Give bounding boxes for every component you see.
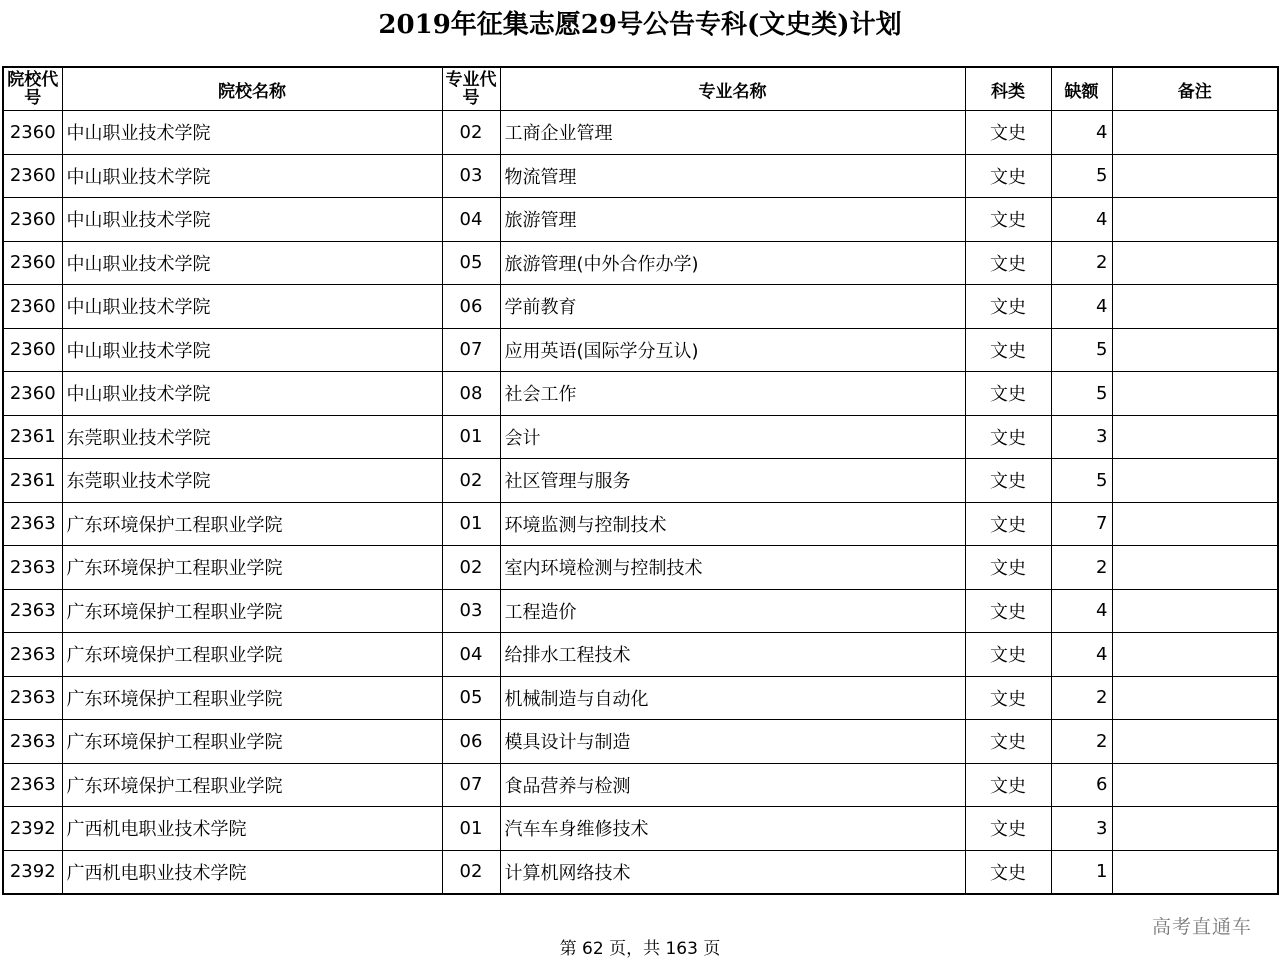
cell-note (1112, 154, 1278, 198)
cell-category: 文史 (965, 328, 1051, 372)
table-row (3, 589, 1278, 633)
table-row (3, 154, 1278, 198)
header-major-code: 专业代号 (442, 67, 500, 111)
cell-major-code: 02 (442, 111, 500, 155)
cell-school-code: 2360 (3, 328, 62, 372)
cell-major-code: 07 (442, 328, 500, 372)
cell-major-name: 社区管理与服务 (500, 459, 965, 503)
cell-school-code: 2360 (3, 241, 62, 285)
cell-major-name: 环境监测与控制技术 (500, 502, 965, 546)
cell-major-code: 01 (442, 502, 500, 546)
cell-note (1112, 502, 1278, 546)
cell-note (1112, 285, 1278, 329)
cell-major-code: 04 (442, 198, 500, 242)
header-school-code: 院校代号 (3, 67, 62, 111)
cell-school-name: 广西机电职业技术学院 (62, 850, 442, 894)
cell-major-name: 室内环境检测与控制技术 (500, 546, 965, 590)
cell-major-code: 05 (442, 676, 500, 720)
cell-school-name: 广东环境保护工程职业学院 (62, 633, 442, 677)
cell-category: 文史 (965, 502, 1051, 546)
cell-school-name: 中山职业技术学院 (62, 111, 442, 155)
table-row (3, 502, 1278, 546)
cell-school-name: 广东环境保护工程职业学院 (62, 546, 442, 590)
cell-school-name: 广东环境保护工程职业学院 (62, 720, 442, 764)
header-quota: 缺额 (1051, 67, 1112, 111)
cell-category: 文史 (965, 198, 1051, 242)
cell-school-code: 2360 (3, 285, 62, 329)
cell-school-name: 中山职业技术学院 (62, 328, 442, 372)
cell-school-code: 2363 (3, 720, 62, 764)
cell-school-code: 2363 (3, 589, 62, 633)
cell-category: 文史 (965, 546, 1051, 590)
table-row (3, 633, 1278, 677)
cell-note (1112, 328, 1278, 372)
cell-school-code: 2360 (3, 111, 62, 155)
cell-quota: 5 (1051, 154, 1112, 198)
cell-note (1112, 720, 1278, 764)
table-row (3, 807, 1278, 851)
cell-school-code: 2363 (3, 763, 62, 807)
table-row (3, 850, 1278, 894)
table-row (3, 676, 1278, 720)
cell-quota: 4 (1051, 633, 1112, 677)
cell-category: 文史 (965, 807, 1051, 851)
cell-note (1112, 807, 1278, 851)
cell-school-name: 东莞职业技术学院 (62, 415, 442, 459)
cell-note (1112, 633, 1278, 677)
cell-quota: 3 (1051, 415, 1112, 459)
cell-major-code: 02 (442, 546, 500, 590)
cell-category: 文史 (965, 372, 1051, 416)
cell-category: 文史 (965, 763, 1051, 807)
cell-note (1112, 763, 1278, 807)
cell-quota: 4 (1051, 111, 1112, 155)
cell-major-name: 工程造价 (500, 589, 965, 633)
cell-major-name: 食品营养与检测 (500, 763, 965, 807)
cell-category: 文史 (965, 850, 1051, 894)
cell-quota: 4 (1051, 589, 1112, 633)
cell-major-code: 02 (442, 459, 500, 503)
cell-quota: 5 (1051, 372, 1112, 416)
table-row (3, 328, 1278, 372)
cell-school-code: 2363 (3, 676, 62, 720)
cell-major-name: 社会工作 (500, 372, 965, 416)
cell-major-code: 06 (442, 285, 500, 329)
table-row (3, 372, 1278, 416)
cell-school-name: 中山职业技术学院 (62, 285, 442, 329)
cell-major-code: 05 (442, 241, 500, 285)
table-row (3, 198, 1278, 242)
cell-note (1112, 241, 1278, 285)
plan-table (2, 66, 1279, 895)
cell-school-code: 2360 (3, 198, 62, 242)
cell-school-code: 2392 (3, 807, 62, 851)
cell-quota: 2 (1051, 720, 1112, 764)
cell-note (1112, 459, 1278, 503)
cell-quota: 7 (1051, 502, 1112, 546)
cell-major-code: 02 (442, 850, 500, 894)
cell-quota: 3 (1051, 807, 1112, 851)
cell-category: 文史 (965, 285, 1051, 329)
cell-major-name: 旅游管理 (500, 198, 965, 242)
watermark: 高考直通车 (1151, 916, 1252, 938)
table-row (3, 720, 1278, 764)
cell-note (1112, 850, 1278, 894)
cell-school-name: 东莞职业技术学院 (62, 459, 442, 503)
cell-quota: 5 (1051, 459, 1112, 503)
cell-note (1112, 676, 1278, 720)
cell-major-code: 04 (442, 633, 500, 677)
cell-quota: 4 (1051, 285, 1112, 329)
cell-category: 文史 (965, 633, 1051, 677)
table-row (3, 415, 1278, 459)
cell-category: 文史 (965, 676, 1051, 720)
header-major-name: 专业名称 (500, 67, 965, 111)
cell-category: 文史 (965, 111, 1051, 155)
cell-major-name: 会计 (500, 415, 965, 459)
cell-school-name: 广东环境保护工程职业学院 (62, 676, 442, 720)
table-row (3, 763, 1278, 807)
cell-major-name: 工商企业管理 (500, 111, 965, 155)
cell-category: 文史 (965, 720, 1051, 764)
table-row (3, 285, 1278, 329)
cell-category: 文史 (965, 459, 1051, 503)
table-row (3, 546, 1278, 590)
table-header-row (3, 67, 1278, 111)
cell-quota: 2 (1051, 676, 1112, 720)
page-footer: 第 62 页，共 163 页 (559, 939, 721, 959)
cell-major-code: 03 (442, 589, 500, 633)
header-school-name: 院校名称 (62, 67, 442, 111)
cell-major-name: 应用英语(国际学分互认) (500, 328, 965, 372)
table-row (3, 241, 1278, 285)
table-row (3, 459, 1278, 503)
cell-note (1112, 198, 1278, 242)
page-title: 2019年征集志愿29号公告专科(文史类)计划 (378, 10, 902, 40)
cell-category: 文史 (965, 241, 1051, 285)
cell-quota: 4 (1051, 198, 1112, 242)
cell-major-code: 08 (442, 372, 500, 416)
cell-school-code: 2361 (3, 459, 62, 503)
cell-school-name: 中山职业技术学院 (62, 198, 442, 242)
header-category: 科类 (965, 67, 1051, 111)
cell-major-code: 06 (442, 720, 500, 764)
cell-major-code: 07 (442, 763, 500, 807)
cell-school-code: 2363 (3, 546, 62, 590)
cell-school-name: 中山职业技术学院 (62, 154, 442, 198)
cell-school-name: 中山职业技术学院 (62, 372, 442, 416)
cell-note (1112, 415, 1278, 459)
cell-major-name: 旅游管理(中外合作办学) (500, 241, 965, 285)
cell-quota: 5 (1051, 328, 1112, 372)
table-body (3, 111, 1278, 895)
cell-major-code: 03 (442, 154, 500, 198)
cell-school-name: 广东环境保护工程职业学院 (62, 763, 442, 807)
cell-school-code: 2363 (3, 502, 62, 546)
cell-major-code: 01 (442, 415, 500, 459)
cell-note (1112, 546, 1278, 590)
cell-note (1112, 111, 1278, 155)
cell-school-code: 2360 (3, 372, 62, 416)
cell-major-code: 01 (442, 807, 500, 851)
cell-school-name: 中山职业技术学院 (62, 241, 442, 285)
cell-quota: 6 (1051, 763, 1112, 807)
cell-note (1112, 589, 1278, 633)
cell-school-code: 2361 (3, 415, 62, 459)
cell-school-name: 广东环境保护工程职业学院 (62, 589, 442, 633)
cell-category: 文史 (965, 589, 1051, 633)
cell-school-name: 广东环境保护工程职业学院 (62, 502, 442, 546)
cell-major-name: 物流管理 (500, 154, 965, 198)
cell-major-name: 机械制造与自动化 (500, 676, 965, 720)
table-row (3, 111, 1278, 155)
cell-school-code: 2360 (3, 154, 62, 198)
cell-major-name: 学前教育 (500, 285, 965, 329)
cell-school-code: 2363 (3, 633, 62, 677)
cell-quota: 1 (1051, 850, 1112, 894)
cell-note (1112, 372, 1278, 416)
cell-major-name: 计算机网络技术 (500, 850, 965, 894)
cell-major-name: 模具设计与制造 (500, 720, 965, 764)
cell-quota: 2 (1051, 546, 1112, 590)
cell-school-name: 广西机电职业技术学院 (62, 807, 442, 851)
header-note: 备注 (1112, 67, 1278, 111)
cell-quota: 2 (1051, 241, 1112, 285)
cell-category: 文史 (965, 415, 1051, 459)
cell-major-name: 汽车车身维修技术 (500, 807, 965, 851)
cell-school-code: 2392 (3, 850, 62, 894)
cell-major-name: 给排水工程技术 (500, 633, 965, 677)
cell-category: 文史 (965, 154, 1051, 198)
